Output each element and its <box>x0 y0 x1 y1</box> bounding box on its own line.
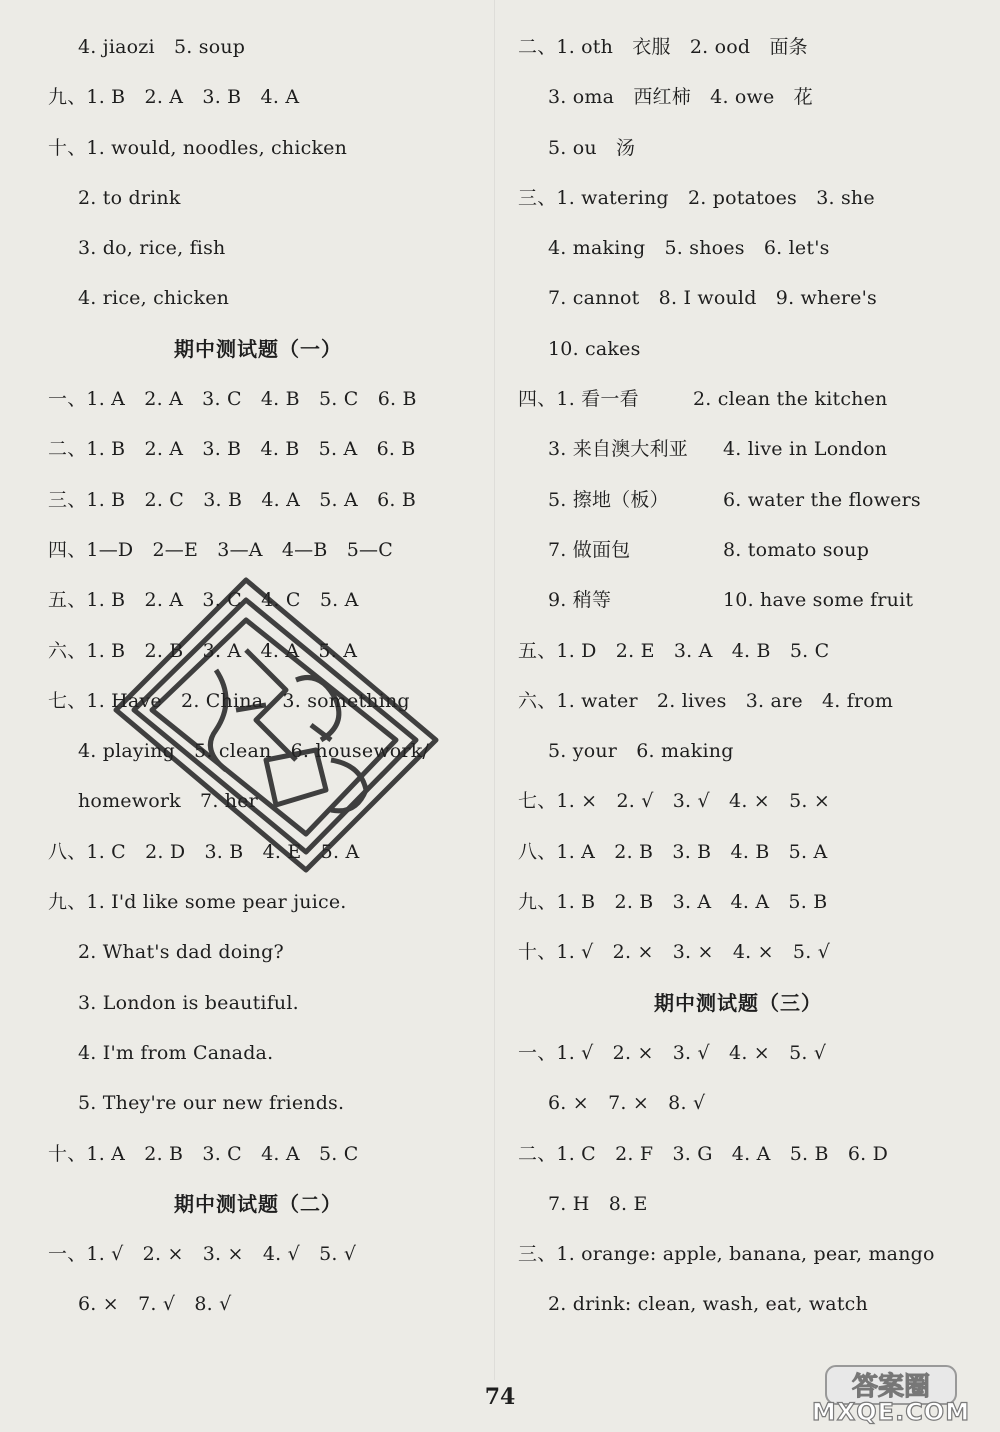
watermark-logo-text: 答案圈 <box>851 1372 931 1402</box>
answer-line: 4. jiaozi 5. soup <box>78 36 246 58</box>
answer-line: 二、1. oth 衣服 2. ood 面条 <box>518 36 808 58</box>
answer-line <box>518 475 958 525</box>
answer-line <box>518 525 958 575</box>
answer-line: 7. H 8. E <box>548 1192 648 1215</box>
answer-line: 5. They're our new friends. <box>78 1092 345 1115</box>
answer-line: 四、1—D 2—E 3—A 4—B 5—C <box>48 538 393 561</box>
answer-line: 6. × 7. × 8. √ <box>548 1092 706 1115</box>
answer-line: 4. playing 5. clean 6. housework/ <box>78 740 430 763</box>
page-gutter <box>494 0 495 1380</box>
answer-cell: 四、1. 看一看 <box>518 388 639 411</box>
answer-line: 4. rice, chicken <box>78 287 230 310</box>
answer-line: 九、1. I'd like some pear juice. <box>48 891 347 914</box>
answer-line: 2. to drink <box>78 186 181 209</box>
seal-stamp-icon <box>96 560 456 890</box>
right-column <box>518 22 958 1330</box>
answer-line: 九、1. B 2. A 3. B 4. A <box>48 86 300 109</box>
answer-line: 三、1. orange: apple, banana, pear, mango <box>518 1243 935 1266</box>
answer-line: 五、1. D 2. E 3. A 4. B 5. C <box>518 639 830 662</box>
answer-line: 二、1. C 2. F 3. G 4. A 5. B 6. D <box>518 1142 889 1165</box>
answer-line: 八、1. C 2. D 3. B 4. E 5. A <box>48 840 360 863</box>
answer-cell: 7. 做面包 <box>548 538 631 561</box>
answer-cell: 9. 稍等 <box>548 589 612 612</box>
answer-line: 七、1. Have 2. China 3. something <box>48 689 410 712</box>
answer-line: 5. ou 汤 <box>548 136 636 159</box>
answer-line <box>518 424 958 474</box>
answer-line: 3. oma 西红柿 4. owe 花 <box>548 86 813 109</box>
answer-line: 五、1. B 2. A 3. C 4. C 5. A <box>48 589 359 612</box>
answer-line: 十、1. A 2. B 3. C 4. A 5. C <box>48 1142 359 1165</box>
answer-line <box>518 374 958 424</box>
answer-line: 4. I'm from Canada. <box>78 1041 274 1064</box>
answer-line: 4. making 5. shoes 6. let's <box>548 237 830 260</box>
answer-cell: 8. tomato soup <box>723 538 870 561</box>
answer-line: 3. London is beautiful. <box>78 991 299 1014</box>
answer-cell: 10. have some fruit <box>723 589 914 612</box>
answer-line: 10. cakes <box>548 337 641 360</box>
answer-line: 三、1. B 2. C 3. B 4. A 5. A 6. B <box>48 488 417 511</box>
section-heading: 期中测试题（一） <box>174 336 342 361</box>
answer-line: 六、1. B 2. B 3. A 4. A 5. A <box>48 639 358 662</box>
answer-line: 八、1. A 2. B 3. B 4. B 5. A <box>518 840 828 863</box>
answer-line: 二、1. B 2. A 3. B 4. B 5. A 6. B <box>48 438 416 461</box>
answer-line: 一、1. √ 2. × 3. × 4. √ 5. √ <box>48 1243 357 1266</box>
watermark-logo <box>786 1358 996 1430</box>
answer-line: 六、1. water 2. lives 3. are 4. from <box>518 689 894 712</box>
section-heading: 期中测试题（三） <box>654 990 822 1015</box>
answer-cell: 6. water the flowers <box>723 488 921 511</box>
answer-line: 7. cannot 8. I would 9. where's <box>548 287 877 310</box>
answer-line: 十、1. would, noodles, chicken <box>48 136 348 159</box>
answer-cell: 5. 擦地（板） <box>548 488 669 511</box>
section-heading: 期中测试题（二） <box>174 1191 342 1216</box>
answer-line: 十、1. √ 2. × 3. × 4. × 5. √ <box>518 941 831 964</box>
answer-line: 七、1. × 2. √ 3. √ 4. × 5. × <box>518 790 831 813</box>
watermark-site: MXQE.COM <box>811 1398 971 1426</box>
answer-line <box>518 575 958 625</box>
answer-cell: 2. clean the kitchen <box>693 388 888 411</box>
answer-line: 一、1. √ 2. × 3. √ 4. × 5. √ <box>518 1041 827 1064</box>
answer-line: 三、1. watering 2. potatoes 3. she <box>518 186 875 209</box>
answer-cell: 4. live in London <box>723 438 888 461</box>
answer-line: homework 7. her <box>78 790 258 813</box>
answer-line: 3. do, rice, fish <box>78 237 226 260</box>
answer-cell: 3. 来自澳大利亚 <box>548 438 688 461</box>
answer-line: 2. What's dad doing? <box>78 941 284 964</box>
page-number: 74 <box>484 1384 516 1410</box>
answer-line: 2. drink: clean, wash, eat, watch <box>548 1293 868 1316</box>
answer-line: 一、1. A 2. A 3. C 4. B 5. C 6. B <box>48 388 417 411</box>
answer-line: 九、1. B 2. B 3. A 4. A 5. B <box>518 891 828 914</box>
answer-line: 5. your 6. making <box>548 740 734 763</box>
answer-line: 6. × 7. √ 8. √ <box>78 1293 232 1316</box>
